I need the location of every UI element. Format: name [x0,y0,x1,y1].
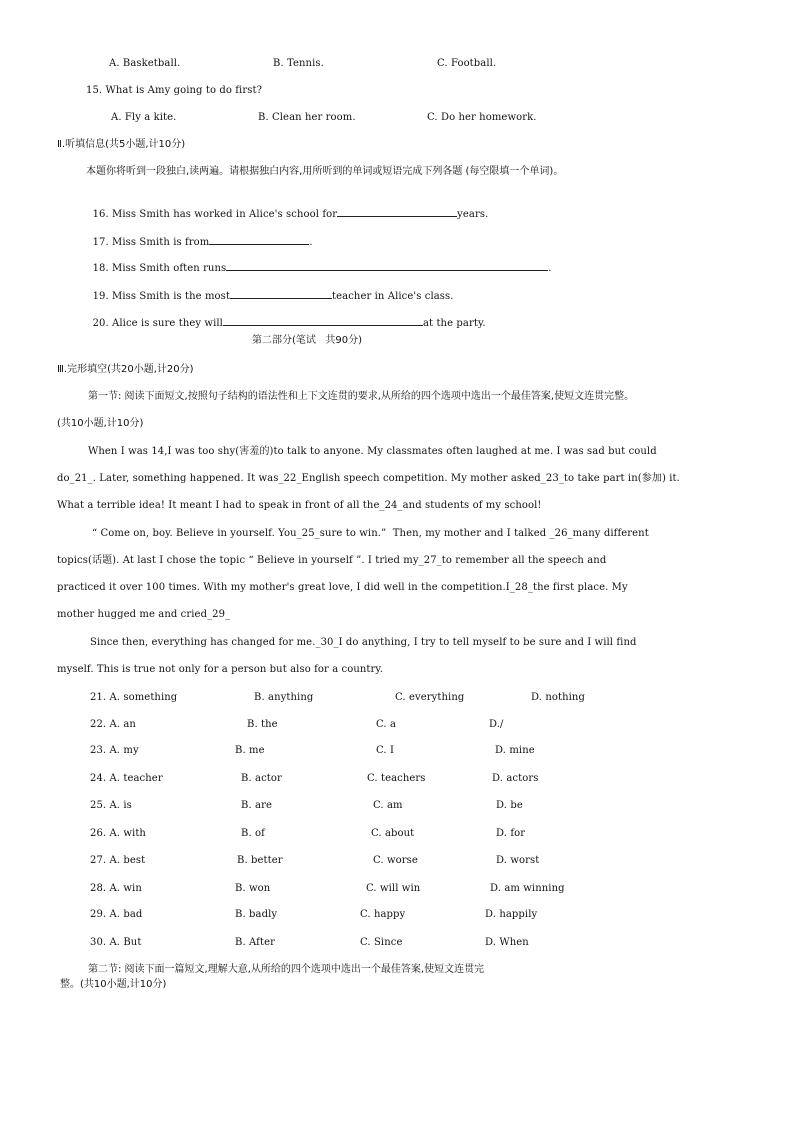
choice-26-a: 26. A. with [90,828,146,839]
choice-24-b: B. actor [241,773,282,784]
choice-29-b: B. badly [235,909,278,920]
section2-heading: Ⅱ.听填信息(共5小题,计10分) [57,139,186,150]
blank-19[interactable] [230,288,332,299]
choice-30-d: D. When [485,937,529,948]
choice-23-a: 23. A. my [90,745,139,756]
passage-line-7: mother hugged me and cried_29_ [57,609,231,620]
choice-30-a: 30. A. But [90,937,142,948]
choice-28-b: B. won [235,883,271,894]
choice-23-b: B. me [235,745,265,756]
choice-22-d: D./ [489,719,504,730]
item-16-text: 16. Miss Smith has worked in Alice's school for [92,209,338,220]
choice-26-d: D. for [496,828,526,839]
item-20-tail: at the party. [422,318,486,329]
item-18-text: 18. Miss Smith often runs [92,263,227,274]
choice-26-b: B. of [241,828,265,839]
choice-29-c: C. happy [360,909,406,920]
passage-line-3: What a terrible idea! It meant I had to speak in front of all the_24_and students of my school! [57,500,542,511]
choice-21-b: B. anything [254,692,314,703]
q15-question: 15. What is Amy going to do first? [86,85,263,96]
item-17-tail: . [309,237,313,248]
section3-sub2-count: 整。(共10小题,计10分) [60,979,167,990]
item-16 [86,194,488,221]
choice-26-c: C. about [371,828,415,839]
choice-23-d: D. mine [495,745,535,756]
choice-25-a: 25. A. is [90,800,132,811]
item-20 [86,303,486,330]
choice-27-c: C. worse [373,855,418,866]
q15-option-a: A. Fly a kite. [111,112,177,123]
blank-18[interactable] [226,260,548,271]
section2-instruction: 本题你将听到一段独白,读两遍。请根据独白内容,用所听到的单词或短语完成下列各题 (每空限填一个单词)。 [86,166,564,177]
section3-sub1-instruction: 第一节: 阅读下面短文,按照句子结构的语法性和上下文连贯的要求,从所给的四个选项中选出一个最佳答案,使短文连贯完整。 [88,391,635,402]
choice-30-b: B. After [235,937,275,948]
section3-sub1-count: (共10小题,计10分) [57,418,144,429]
passage-line-9: myself. This is true not only for a person but also for a country. [57,664,384,675]
choice-28-d: D. am winning [490,883,565,894]
choice-24-c: C. teachers [367,773,426,784]
item-19 [86,276,454,303]
item-17-text: 17. Miss Smith is from [92,237,210,248]
choice-25-d: D. be [496,800,523,811]
choice-22-a: 22. A. an [90,719,136,730]
choice-29-d: D. happily [485,909,538,920]
choice-25-b: B. are [241,800,272,811]
passage-line-4: “ Come on, boy. Believe in yourself. You_25_sure to win.” Then, my mother and I talked _26_many different [92,528,649,539]
blank-16[interactable] [337,206,457,217]
item-18-tail: . [548,263,552,274]
choice-27-a: 27. A. best [90,855,146,866]
q15-option-c: C. Do her homework. [427,112,537,123]
choice-24-a: 24. A. teacher [90,773,163,784]
part2-title: 第二部分(笔试 共90分) [252,335,363,346]
choice-22-b: B. the [247,719,278,730]
choice-22-c: C. a [376,719,397,730]
choice-29-a: 29. A. bad [90,909,143,920]
blank-17[interactable] [209,234,309,245]
choice-27-d: D. worst [496,855,540,866]
choice-24-d: D. actors [492,773,539,784]
q14-option-b: B. Tennis. [273,58,324,69]
item-20-text: 20. Alice is sure they will [92,318,223,329]
section3-heading: Ⅲ.完形填空(共20小题,计20分) [57,364,194,375]
passage-line-6: practiced it over 100 times. With my mother's great love, I did well in the competition.I_28_the first place. My [57,582,628,593]
choice-25-c: C. am [373,800,403,811]
choice-27-b: B. better [237,855,283,866]
passage-line-2: do_21_. Later, something happened. It was_22_English speech competition. My mother asked_23_to take part in(参加) it. [57,473,680,484]
choice-28-c: C. will win [366,883,421,894]
passage-line-5: topics(话题). At last I chose the topic “ Believe in yourself ”. I tried my_27_to remember all the speech and [57,555,607,566]
item-19-text: 19. Miss Smith is the most [92,291,231,302]
choice-23-c: C. I [376,745,395,756]
passage-line-1: When I was 14,I was too shy(害羞的)to talk to anyone. My classmates often laughed at me. I was sad but could [88,446,657,457]
item-16-tail: years. [457,209,489,220]
q14-option-a: A. Basketball. [109,58,181,69]
q15-option-b: B. Clean her room. [258,112,356,123]
section3-sub2-instruction: 第二节: 阅读下面一篇短文,理解大意,从所给的四个选项中选出一个最佳答案,使短文连贯完 [88,964,485,975]
item-17 [86,222,313,249]
choice-30-c: C. Since [360,937,403,948]
choice-28-a: 28. A. win [90,883,142,894]
passage-line-8: Since then, everything has changed for me._30_I do anything, I try to tell myself to be sure and I will find [90,637,637,648]
choice-21-d: D. nothing [531,692,585,703]
blank-20[interactable] [223,315,423,326]
item-19-tail: teacher in Alice's class. [332,291,454,302]
choice-21-a: 21. A. something [90,692,178,703]
q14-option-c: C. Football. [437,58,497,69]
item-18 [86,248,552,275]
choice-21-c: C. everything [395,692,465,703]
